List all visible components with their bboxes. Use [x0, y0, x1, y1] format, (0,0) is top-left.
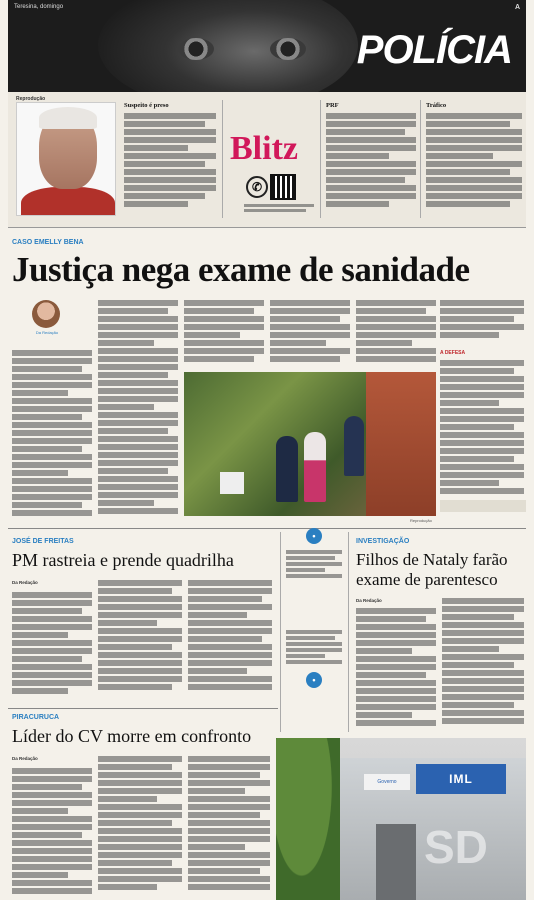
credit-box — [440, 500, 526, 512]
qr-code — [270, 174, 296, 200]
photo-sack — [220, 472, 244, 494]
story3-byline: Da Redação — [356, 598, 382, 603]
main-photo — [184, 372, 436, 516]
brief-2-title: PRF — [326, 102, 339, 109]
header-face-image — [98, 0, 358, 92]
suspect-shirt — [21, 187, 115, 216]
brief-1 — [124, 102, 216, 209]
photo-door — [376, 824, 416, 900]
author-avatar — [32, 300, 60, 328]
mid-sidebar — [286, 528, 342, 688]
story3-headline-1: Filhos de Nataly farão — [356, 550, 508, 569]
brief-3 — [426, 102, 522, 209]
divider — [222, 100, 223, 218]
dot-icon: • — [306, 672, 322, 688]
story4-col-3 — [188, 756, 270, 896]
section-title: POLÍCIA — [356, 28, 512, 72]
divider — [8, 528, 526, 529]
mid-note-2 — [286, 630, 342, 666]
photo-sign-iml: IML — [416, 764, 506, 794]
divider — [320, 100, 321, 218]
story3-headline-2: exame de parentesco — [356, 570, 498, 589]
story3-col-1 — [356, 608, 436, 732]
story2-col-2 — [98, 580, 182, 696]
story2-byline: Da Redação — [12, 580, 38, 585]
section-header — [8, 0, 526, 92]
story4-kicker: PIRACURUCA — [12, 714, 60, 721]
brief-2-body — [326, 113, 416, 209]
blitz-note — [244, 204, 314, 214]
whatsapp-icon: ✆ — [246, 176, 268, 198]
story2-col-3 — [188, 580, 272, 696]
main-subhead: A DEFESA — [440, 350, 466, 356]
story2-col-1 — [12, 592, 92, 696]
main-col-1 — [12, 350, 92, 518]
story2-headline: PM rastreia e prende quadrilha — [12, 550, 234, 570]
brief-3-body — [426, 113, 522, 209]
main-headline: Justiça nega exame de sanidade — [12, 250, 470, 289]
mid-note-1 — [286, 550, 342, 580]
main-col-6b — [440, 360, 524, 496]
photo-credit: Reprodução — [410, 518, 432, 523]
story3-kicker: INVESTIGAÇÃO — [356, 538, 410, 545]
brief-1-title: Suspeito é preso — [124, 102, 169, 109]
story4-col-1 — [12, 768, 92, 896]
main-col-4 — [270, 300, 350, 366]
brief-2 — [326, 102, 416, 209]
divider — [348, 532, 349, 732]
suspect-hair — [39, 107, 97, 129]
brief-1-body — [124, 113, 216, 209]
photo-wall — [366, 372, 436, 516]
dot-icon: • — [306, 528, 322, 544]
watermark-logo: SD — [424, 821, 488, 873]
blitz-logo: Blitz — [230, 130, 298, 167]
brief-3-title: Tráfico — [426, 102, 447, 109]
story3-col-2 — [442, 598, 524, 732]
page-number: A — [514, 4, 520, 11]
header-meta: Teresina, domingo — [14, 4, 64, 10]
story4-col-2 — [98, 756, 182, 896]
iml-photo — [276, 738, 526, 900]
divider — [420, 100, 421, 218]
main-kicker: CASO EMELLY BENA — [12, 239, 84, 246]
main-col-5 — [356, 300, 436, 366]
divider — [8, 708, 278, 709]
photo-person — [276, 436, 298, 502]
header-eye-left — [178, 38, 214, 60]
main-col-6 — [440, 300, 524, 346]
photo-person — [304, 432, 326, 502]
story2-kicker: JOSÉ DE FREITAS — [12, 538, 74, 545]
photo-sign-small: Governo — [364, 774, 410, 790]
header-eye-right — [270, 38, 306, 60]
photo-caption: Reprodução — [16, 96, 46, 102]
story4-headline: Líder do CV morre em confronto — [12, 726, 252, 746]
story4-byline: Da Redação — [12, 756, 38, 761]
main-col-2 — [98, 300, 178, 518]
photo-person — [344, 416, 364, 476]
author-name: Da Redação — [35, 330, 59, 335]
suspect-photo — [16, 102, 116, 216]
main-col-3 — [184, 300, 264, 366]
divider — [280, 532, 281, 732]
photo-tree — [276, 738, 340, 900]
